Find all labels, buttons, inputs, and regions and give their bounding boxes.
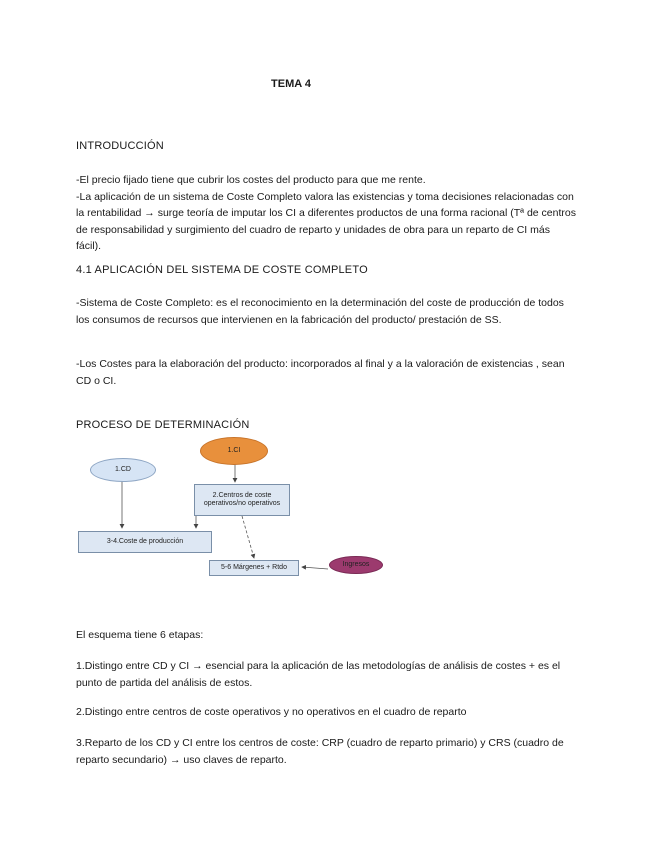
- coste-produccion-node: [78, 531, 212, 553]
- esquema-step-3-text: 3.Reparto de los CD y CI entre los centros de coste: CRP (cuadro de reparto primario) y CRS (cuadro de reparto secundario) → uso claves de reparto.: [76, 737, 564, 766]
- section-4-1-paragraph-1: [76, 295, 576, 328]
- page-title: TEMA 4: [271, 78, 311, 90]
- process-diagram: [76, 436, 396, 581]
- esquema-step-2: [76, 704, 576, 721]
- intro-text: [76, 172, 576, 255]
- esquema-intro: [76, 627, 576, 644]
- centros-node: [194, 484, 290, 516]
- section-4-1-paragraph-2: [76, 356, 576, 389]
- esquema-step-3: [76, 735, 576, 768]
- esquema-step-1: [76, 658, 576, 691]
- section-4-1-text-2: -Los Costes para la elaboración del producto: incorporados al final y a la valoración de existencias , sean CD o CI.: [76, 358, 565, 387]
- ingresos-node: [329, 556, 383, 574]
- margenes-label: 5-6 Márgenes + Rtdo: [221, 564, 287, 571]
- coste-produccion-label: 3-4.Coste de producción: [106, 538, 184, 545]
- section-4-1-text-1: -Sistema de Coste Completo: es el reconocimiento en la determinación del coste de producción de todos los consumos de recursos que intervienen en la fabricación del producto/ prestación de SS.: [76, 297, 564, 326]
- proceso-heading: PROCESO DE DETERMINACIÓN: [76, 419, 250, 431]
- margenes-node: [209, 560, 299, 576]
- intro-heading: INTRODUCCIÓN: [76, 140, 164, 152]
- arrow-ingresos-to-margenes: [302, 567, 328, 569]
- ci-node: [200, 437, 268, 465]
- ingresos-label: Ingresos: [342, 561, 370, 568]
- ci-label: 1.CI: [227, 447, 241, 454]
- cd-label: 1.CD: [115, 466, 131, 473]
- centros-label: 2.Centros de coste operativos/no operativos: [203, 492, 281, 507]
- esquema-step-2-text: 2.Distingo entre centros de coste operativos y no operativos en el cuadro de reparto: [76, 706, 467, 718]
- intro-paragraph-2: -La aplicación de un sistema de Coste Completo valora las existencias y toma decisiones relacionadas con la rentabilidad → surge teoría de imputar los CI a diferentes productos de una forma racional (Tª de centros de responsabilidad y surgimiento del cuadro de reparto y unidades de obra para un reparto de CI más fácil).: [76, 190, 576, 252]
- section-4-1-heading: 4.1 APLICACIÓN DEL SISTEMA DE COSTE COMPLETO: [76, 264, 368, 276]
- cd-node: [90, 458, 156, 482]
- esquema-intro-text: El esquema tiene 6 etapas:: [76, 629, 204, 641]
- esquema-step-1-text: 1.Distingo entre CD y CI → esencial para la aplicación de las metodologías de análisis de costes + es el punto de partida del análisis de estos.: [76, 660, 561, 689]
- arrow-centros-to-margenes: [242, 516, 254, 558]
- intro-paragraph-1: -El precio fijado tiene que cubrir los costes del producto para que me rente.: [76, 174, 426, 186]
